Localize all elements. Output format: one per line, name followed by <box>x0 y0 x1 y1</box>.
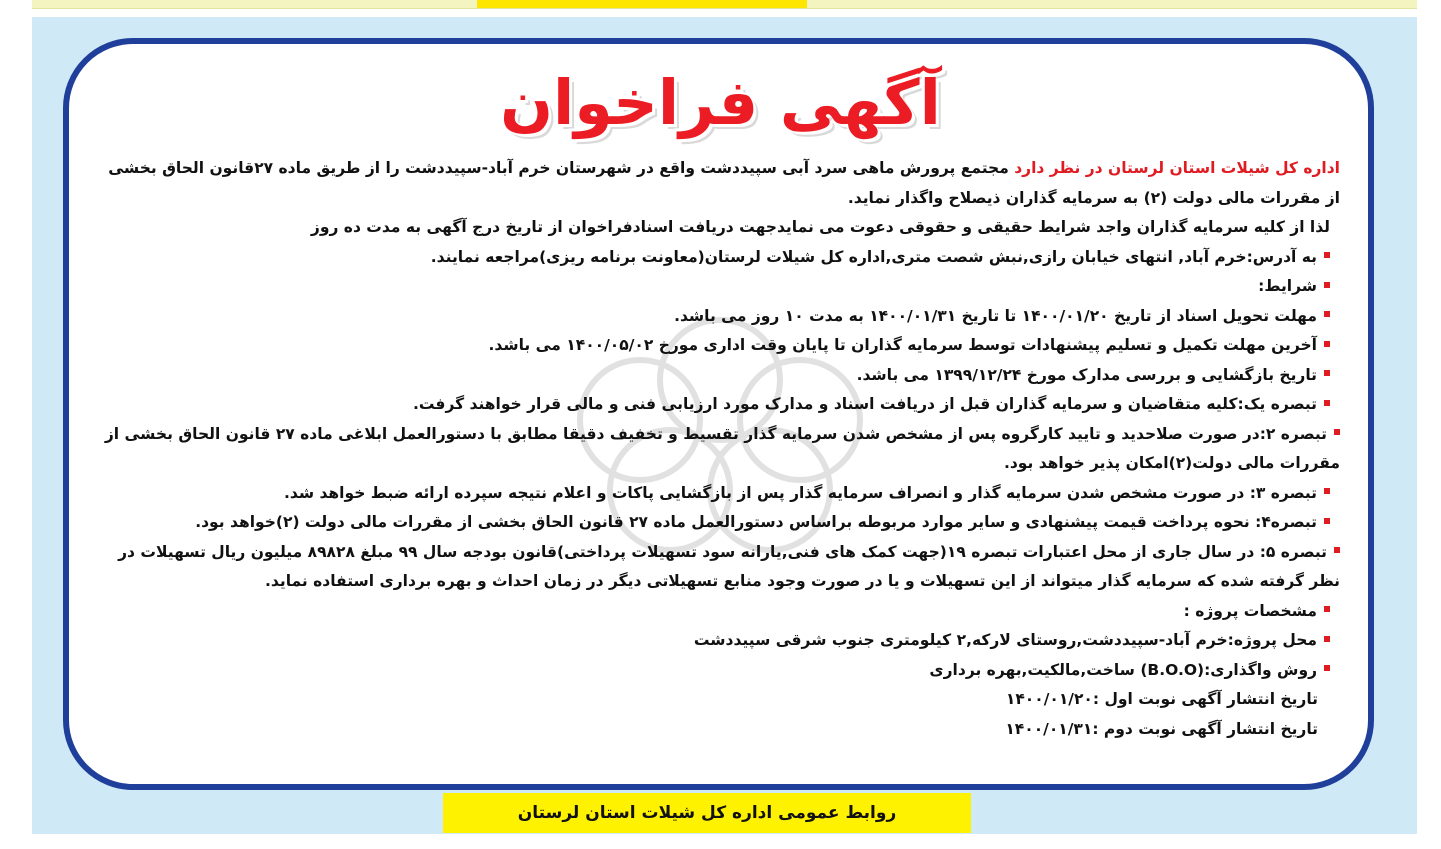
bullet-icon <box>1324 488 1330 494</box>
publish-date-second: تاریخ انتشار آگهی نوبت دوم :۱۴۰۰/۰۱/۳۱ <box>1005 719 1318 738</box>
list-item: تاریخ بازگشایی و بررسی مدارک مورخ ۱۳۹۹/۱۲/۲۴ می باشد. <box>100 361 1330 391</box>
intro-lead: اداره کل شیلات استان لرستان در نظر دارد <box>1014 159 1340 177</box>
bullet-icon <box>1324 518 1330 524</box>
list-item: تبصره۴: نحوه پرداخت قیمت پیشنهادی و سایر موارد مربوطه براساس دستورالعمل ماده ۲۷ قانون الحاق بخشی از مقررات مالی دولت (۲)خواهد بود. <box>100 508 1330 538</box>
publish-date-first: تاریخ انتشار آگهی نوبت اول :۱۴۰۰/۰۱/۲۰ <box>1005 690 1318 708</box>
bullet-icon <box>1324 311 1330 317</box>
bullet-icon <box>1334 429 1340 435</box>
bullet-icon <box>1324 400 1330 406</box>
bullet-icon <box>1324 636 1330 642</box>
bullet-icon <box>1334 547 1340 553</box>
list-item: مشخصات پروژه : <box>100 597 1330 627</box>
ad-body <box>100 154 1340 744</box>
list-item: تبصره ۵: در سال جاری از محل اعتبارات تبصره ۱۹(جهت کمک های فنی,یارانه سود تسهیلات پرداختی)قانون بودجه سال ۹۹ مبلغ ۸۹۸۲۸ میلیون ریال تسهیلات در نظر گرفته شده که سرمایه گذار میتواند از این تسهیلات و یا در صورت وجود منابع تسهیلاتی دیگر در زمان احداث و بهره برداری استفاده نماید. <box>118 542 1340 590</box>
list-item: شرایط: <box>100 272 1330 302</box>
list-item: مهلت تحویل اسناد از تاریخ ۱۴۰۰/۰۱/۲۰ تا تاریخ ۱۴۰۰/۰۱/۳۱ به مدت ۱۰ روز می باشد. <box>100 302 1330 332</box>
bullet-icon <box>1324 370 1330 376</box>
intro-paragraph <box>100 154 1340 213</box>
top-yellow-tab <box>477 0 807 8</box>
bullet-icon <box>1324 341 1330 347</box>
bullet-icon <box>1324 252 1330 258</box>
bullet-icon <box>1324 665 1330 671</box>
bullet-icon <box>1324 282 1330 288</box>
list-item: تبصره ۲:در صورت صلاحدید و تایید کارگروه پس از مشخص شدن سرمایه گذار تقسیط و تخفیف دقیقا مطابق با دستورالعمل ابلاغی ماده ۲۷ قانون الحاق بخشی از مقررات مالی دولت(۲)امکان پذیر خواهد بود. <box>104 424 1340 472</box>
intro-rest: مجتمع پرورش ماهی سرد آبی سپیددشت واقع در شهرستان خرم آباد-سپیددشت را از طریق ماده ۲۷قانون الحاق بخشی از مقررات مالی دولت (۲) به سرمایه گذاران ذیصلاح واگذار نماید. <box>108 159 1340 207</box>
invite-line: لذا از کلیه سرمایه گذاران واجد شرایط حقیقی و حقوقی دعوت می نمایدجهت دریافت اسنادفراخوان از تاریخ درج آگهی به مدت ده روز <box>310 218 1330 236</box>
list-item: محل پروژه:خرم آباد-سپیددشت,روستای لارکه,۲ کیلومتری جنوب شرقی سپیددشت <box>100 626 1330 656</box>
ad-title: آگهی فراخوان <box>500 66 941 139</box>
list-item: تبصره ۳: در صورت مشخص شدن سرمایه گذار و انصراف سرمایه گذار پس از بازگشایی پاکات و اعلام نتیجه سپرده ارائه ضبط خواهد شد. <box>100 479 1330 509</box>
bullet-icon <box>1324 606 1330 612</box>
list-item: تبصره یک:کلیه متقاضیان و سرمایه گذاران قبل از دریافت اسناد و مدارک مورد ارزیابی فنی و مالی قرار خواهند گرفت. <box>100 390 1330 420</box>
list-item: به آدرس:خرم آباد, انتهای خیابان رازی,نبش شصت متری,اداره کل شیلات لرستان(معاونت برنامه ریزی)مراجعه نمایند. <box>100 243 1330 273</box>
list-item: روش واگذاری:(B.O.O) ساخت,مالکیت,بهره برداری <box>100 656 1330 686</box>
top-page-strip <box>32 0 1417 9</box>
list-item: آخرین مهلت تکمیل و تسلیم پیشنهادات توسط سرمایه گذاران تا پایان وقت اداری مورخ ۱۴۰۰/۰۵/۰۲ می باشد. <box>100 331 1330 361</box>
footer-public-relations: روابط عمومی اداره کل شیلات استان لرستان <box>443 793 971 833</box>
